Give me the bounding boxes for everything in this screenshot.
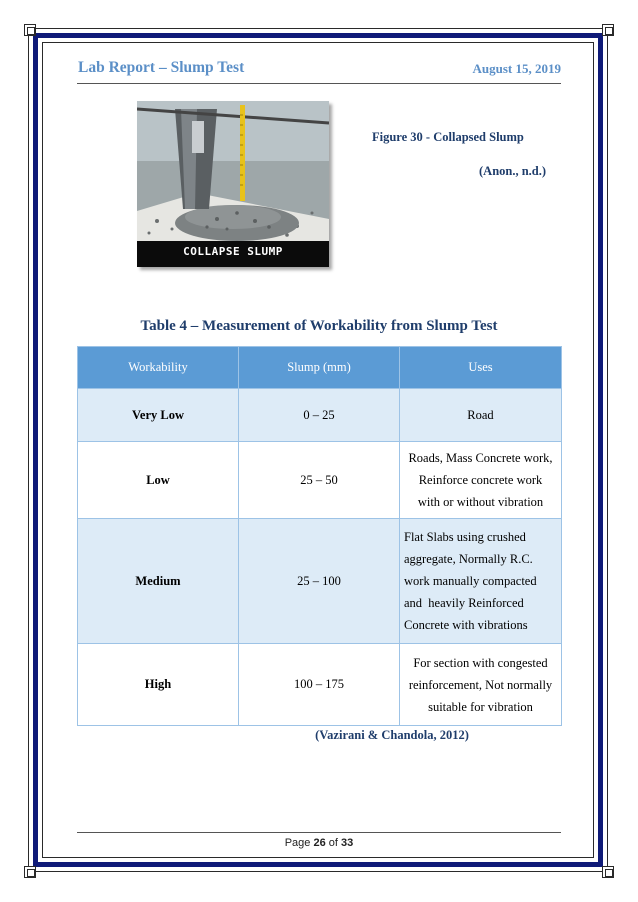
column-header-slump: Slump (mm) <box>239 347 400 389</box>
cell-slump: 25 – 50 <box>239 442 400 519</box>
cell-uses <box>400 389 562 442</box>
page-of-label: of <box>328 837 338 849</box>
header-date: August 15, 2019 <box>472 61 561 76</box>
uses-line: aggregate, Normally R.C. <box>404 552 533 566</box>
cell-workability: High <box>78 644 239 726</box>
cell-workability: Medium <box>78 519 239 644</box>
cell-workability: Low <box>78 442 239 519</box>
uses-line: Roads, Mass Concrete work, <box>408 451 553 465</box>
cell-uses <box>400 644 562 726</box>
table-row <box>78 442 562 519</box>
border-corner-bottom-left <box>24 866 36 878</box>
page-label: Page <box>284 837 311 849</box>
uses-line: Reinforce concrete work <box>418 473 543 487</box>
cell-slump: 25 – 100 <box>239 519 400 644</box>
uses-line: suitable for vibration <box>428 699 533 714</box>
page-number <box>0 837 638 849</box>
table-row <box>78 519 562 644</box>
column-header-workability: Workability <box>78 347 239 389</box>
cell-slump: 100 – 175 <box>239 644 400 726</box>
figure-image-label: COLLAPSE SLUMP <box>183 245 283 258</box>
table-source: (Vazirani & Chandola, 2012) <box>315 728 469 742</box>
header-title: Lab Report – Slump Test <box>78 59 245 76</box>
page-current: 26 <box>313 837 326 849</box>
table-header-row <box>78 347 562 389</box>
workability-table <box>77 346 562 726</box>
uses-line: reinforcement, Not normally <box>408 677 553 692</box>
figure-caption: Figure 30 - Collapsed Slump <box>372 130 524 144</box>
cell-workability: Very Low <box>78 389 239 442</box>
table-title: Table 4 – Measurement of Workability from Slump Test <box>140 318 498 334</box>
cell-slump: 0 – 25 <box>239 389 400 442</box>
footer-divider <box>77 832 561 833</box>
cell-uses <box>400 519 562 644</box>
border-corner-top-left <box>24 24 36 36</box>
uses-line: Flat Slabs using crushed <box>404 530 526 544</box>
header-divider <box>77 83 561 84</box>
figure-source: (Anon., n.d.) <box>479 164 547 178</box>
uses-line: For section with congested <box>413 655 548 670</box>
collapse-slump-photo <box>137 101 329 267</box>
uses-line: and heavily Reinforced <box>404 596 524 610</box>
collapse-slump-illustration <box>137 101 329 267</box>
uses-line: Road <box>467 408 494 422</box>
column-header-uses: Uses <box>400 347 562 389</box>
table-row <box>78 389 562 442</box>
border-corner-top-right <box>602 24 614 36</box>
cell-uses <box>400 442 562 519</box>
table-row <box>78 644 562 726</box>
border-corner-bottom-right <box>602 866 614 878</box>
uses-line: with or without vibration <box>417 495 544 509</box>
uses-line: Concrete with vibrations <box>404 618 528 632</box>
uses-line: work manually compacted <box>404 574 537 588</box>
page-total: 33 <box>341 837 354 849</box>
